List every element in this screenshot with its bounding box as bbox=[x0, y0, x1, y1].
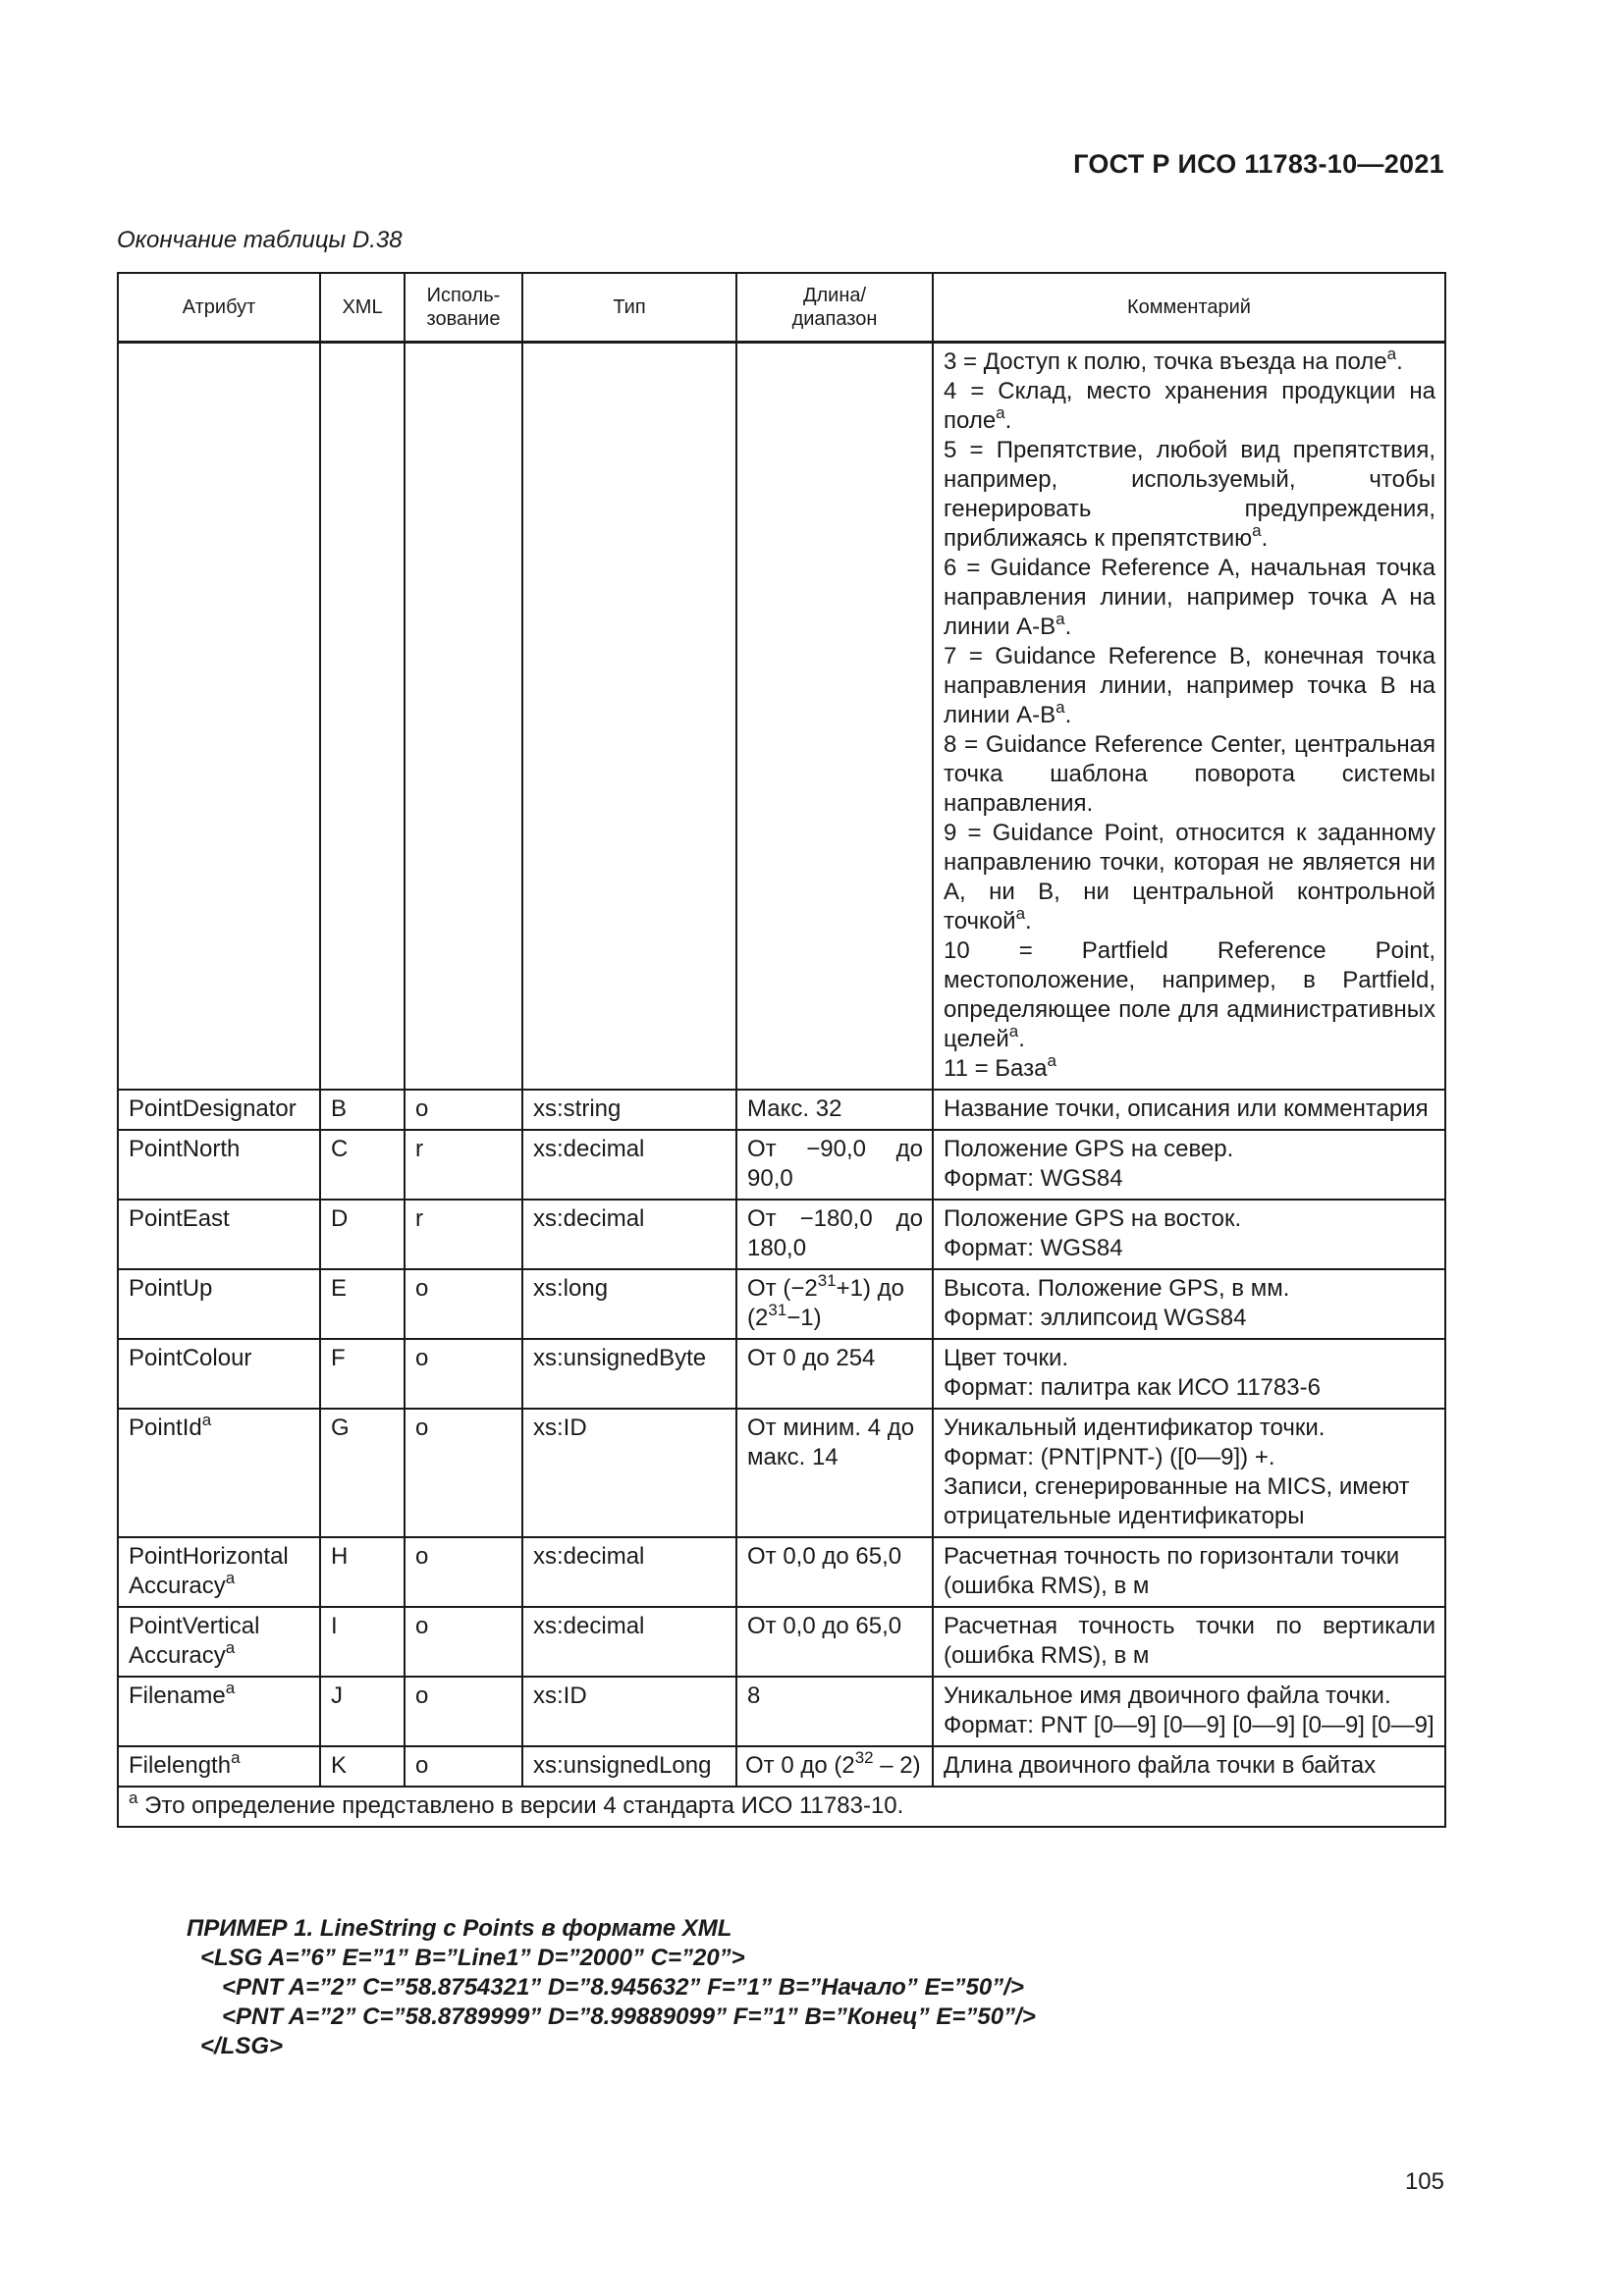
table-row: PointEast D r xs:decimal От −180,0 до 180,0 Положение GPS на восток. Формат: WGS84 bbox=[118, 1200, 1445, 1269]
table-row: PointHorizontal Accuracy$^a$ H o xs:decimal От 0,0 до 65,0 Расчетная точность по горизонтали точки (ошибка RMS), в м bbox=[118, 1537, 1445, 1607]
example-title: ПРИМЕР 1. LineString с Points в формате XML bbox=[187, 1915, 732, 1942]
comment-line: 7 = Guidance Reference B, конечная точка направления линии, например точка B на линии A-B bbox=[944, 643, 1435, 728]
comment-line: 8 = Guidance Reference Center, центральная точка шаблона поворота системы направления. bbox=[944, 731, 1435, 817]
table-row: Filelength$^a$ K o xs:unsignedLong От 0 до $(2^{32} - 2)$ Длина двоичного файла точки в байтах bbox=[118, 1746, 1445, 1787]
example-line: <PNT A=”2” C=”58.8789999” D=”8.99889099” F=”1” B=”Конец” E=”50”/> bbox=[222, 2003, 1036, 2030]
table-row: PointVertical Accuracy$^a$ I o xs:decimal От 0,0 до 65,0 Расчетная точность точки по вертикали (ошибка RMS), в м bbox=[118, 1607, 1445, 1677]
table-caption: Окончание таблицы D.38 bbox=[117, 227, 403, 253]
col-header-usage: Исполь- зование bbox=[405, 273, 522, 343]
document-standard-header: ГОСТ Р ИСО 11783-10—2021 bbox=[1073, 149, 1444, 179]
comment-line: 6 = Guidance Reference A, начальная точка направления линии, например точка A на линии A-B bbox=[944, 555, 1435, 640]
comment-line: 4 = Склад, место хранения продукции на поле bbox=[944, 378, 1435, 434]
xml-example bbox=[187, 1914, 1036, 2061]
table-row: PointId$^a$ G o xs:ID От миним. 4 до макс. 14 Уникальный идентификатор точки. Формат: (PNT|PNT-) ([0—9]) +. Записи, сгенерированные на MICS, имеют отрицательные идентификаторы bbox=[118, 1409, 1445, 1537]
continued-comment-cell: 3 = Доступ к полю, точка въезда на поле$^a$. 4 = Склад, место хранения продукции на поле$^a$. 5 = Препятствие, любой вид препятствия, например, используемый, чтобы генерировать предупреждения, приближаясь к препятствию$^a$. 6 = Guidance Reference A, начальная точка направления линии, например точка A на линии $A-B^a$. 7 = Guidance Reference B, конечная точка направления линии, например точка B на линии $A-B^a$. 8 = Guidance Reference Center, центральная точка шаблона поворота системы направления. 9 = Guidance Point, относится к заданному направлению точки, которая не является ни A, ни B, ни центральной контрольной точкой$^a$. 10 = Partfield Reference Point, местоположение, например, в Partfield, определяющее поле для административных целей$^a$. 11 = База$^a$ bbox=[933, 343, 1445, 1091]
comment-line: 9 = Guidance Point, относится к заданному направлению точки, которая не является ни A, ни B, ни центральной контрольной точкой bbox=[944, 820, 1435, 934]
example-line: <LSG A=”6” E=”1” B=”Line1” D=”2000” C=”20”> bbox=[200, 1945, 745, 1971]
table-row: PointNorth C r xs:decimal От −90,0 до 90,0 Положение GPS на север. Формат: WGS84 bbox=[118, 1130, 1445, 1200]
example-line: </LSG> bbox=[200, 2033, 284, 2059]
table-header-row bbox=[118, 273, 1445, 343]
col-header-comment: Комментарий bbox=[933, 273, 1445, 343]
comment-line: 11 = База bbox=[944, 1055, 1048, 1082]
page-number: 105 bbox=[1404, 2168, 1444, 2195]
table-footnote: Это определение представлено в версии 4 стандарта ИСО 11783-10. bbox=[137, 1792, 904, 1819]
col-header-attribute: Атрибут bbox=[118, 273, 320, 343]
comment-line: 10 = Partfield Reference Point, местоположение, например, в Partfield, определяющее поле для административных целей bbox=[944, 937, 1435, 1052]
col-header-xml: XML bbox=[320, 273, 405, 343]
comment-line: 3 = Доступ к полю, точка въезда на поле bbox=[944, 348, 1387, 375]
table-row: PointDesignator B o xs:string Макс. 32 Название точки, описания или комментария bbox=[118, 1090, 1445, 1130]
col-header-type: Тип bbox=[522, 273, 736, 343]
example-line: <PNT A=”2” C=”58.8754321” D=”8.945632” F=”1” B=”Начало” E=”50”/> bbox=[222, 1974, 1024, 2001]
table-row: Filename$^a$ J o xs:ID 8 Уникальное имя двоичного файла точки. Формат: PNT [0—9] [0—9] [0—9] [0—9] [0—9] bbox=[118, 1677, 1445, 1746]
table-row: PointUp E o xs:long От $(-2^{31}+1)$ до $(2^{31}-1)$ Высота. Положение GPS, в мм. Формат: эллипсоид WGS84 bbox=[118, 1269, 1445, 1339]
comment-line: 5 = Препятствие, любой вид препятствия, например, используемый, чтобы генерировать предупреждения, приближаясь к препятствию bbox=[944, 437, 1435, 552]
col-header-range: Длина/ диапазон bbox=[736, 273, 933, 343]
table-footnote-row: $^a$ Это определение представлено в версии 4 стандарта ИСО 11783-10. bbox=[118, 1787, 1445, 1827]
table-row: PointColour F o xs:unsignedByte От 0 до 254 Цвет точки. Формат: палитра как ИСО 11783-6 bbox=[118, 1339, 1445, 1409]
attribute-table bbox=[117, 272, 1446, 1828]
table-row-continued bbox=[118, 343, 1445, 1091]
